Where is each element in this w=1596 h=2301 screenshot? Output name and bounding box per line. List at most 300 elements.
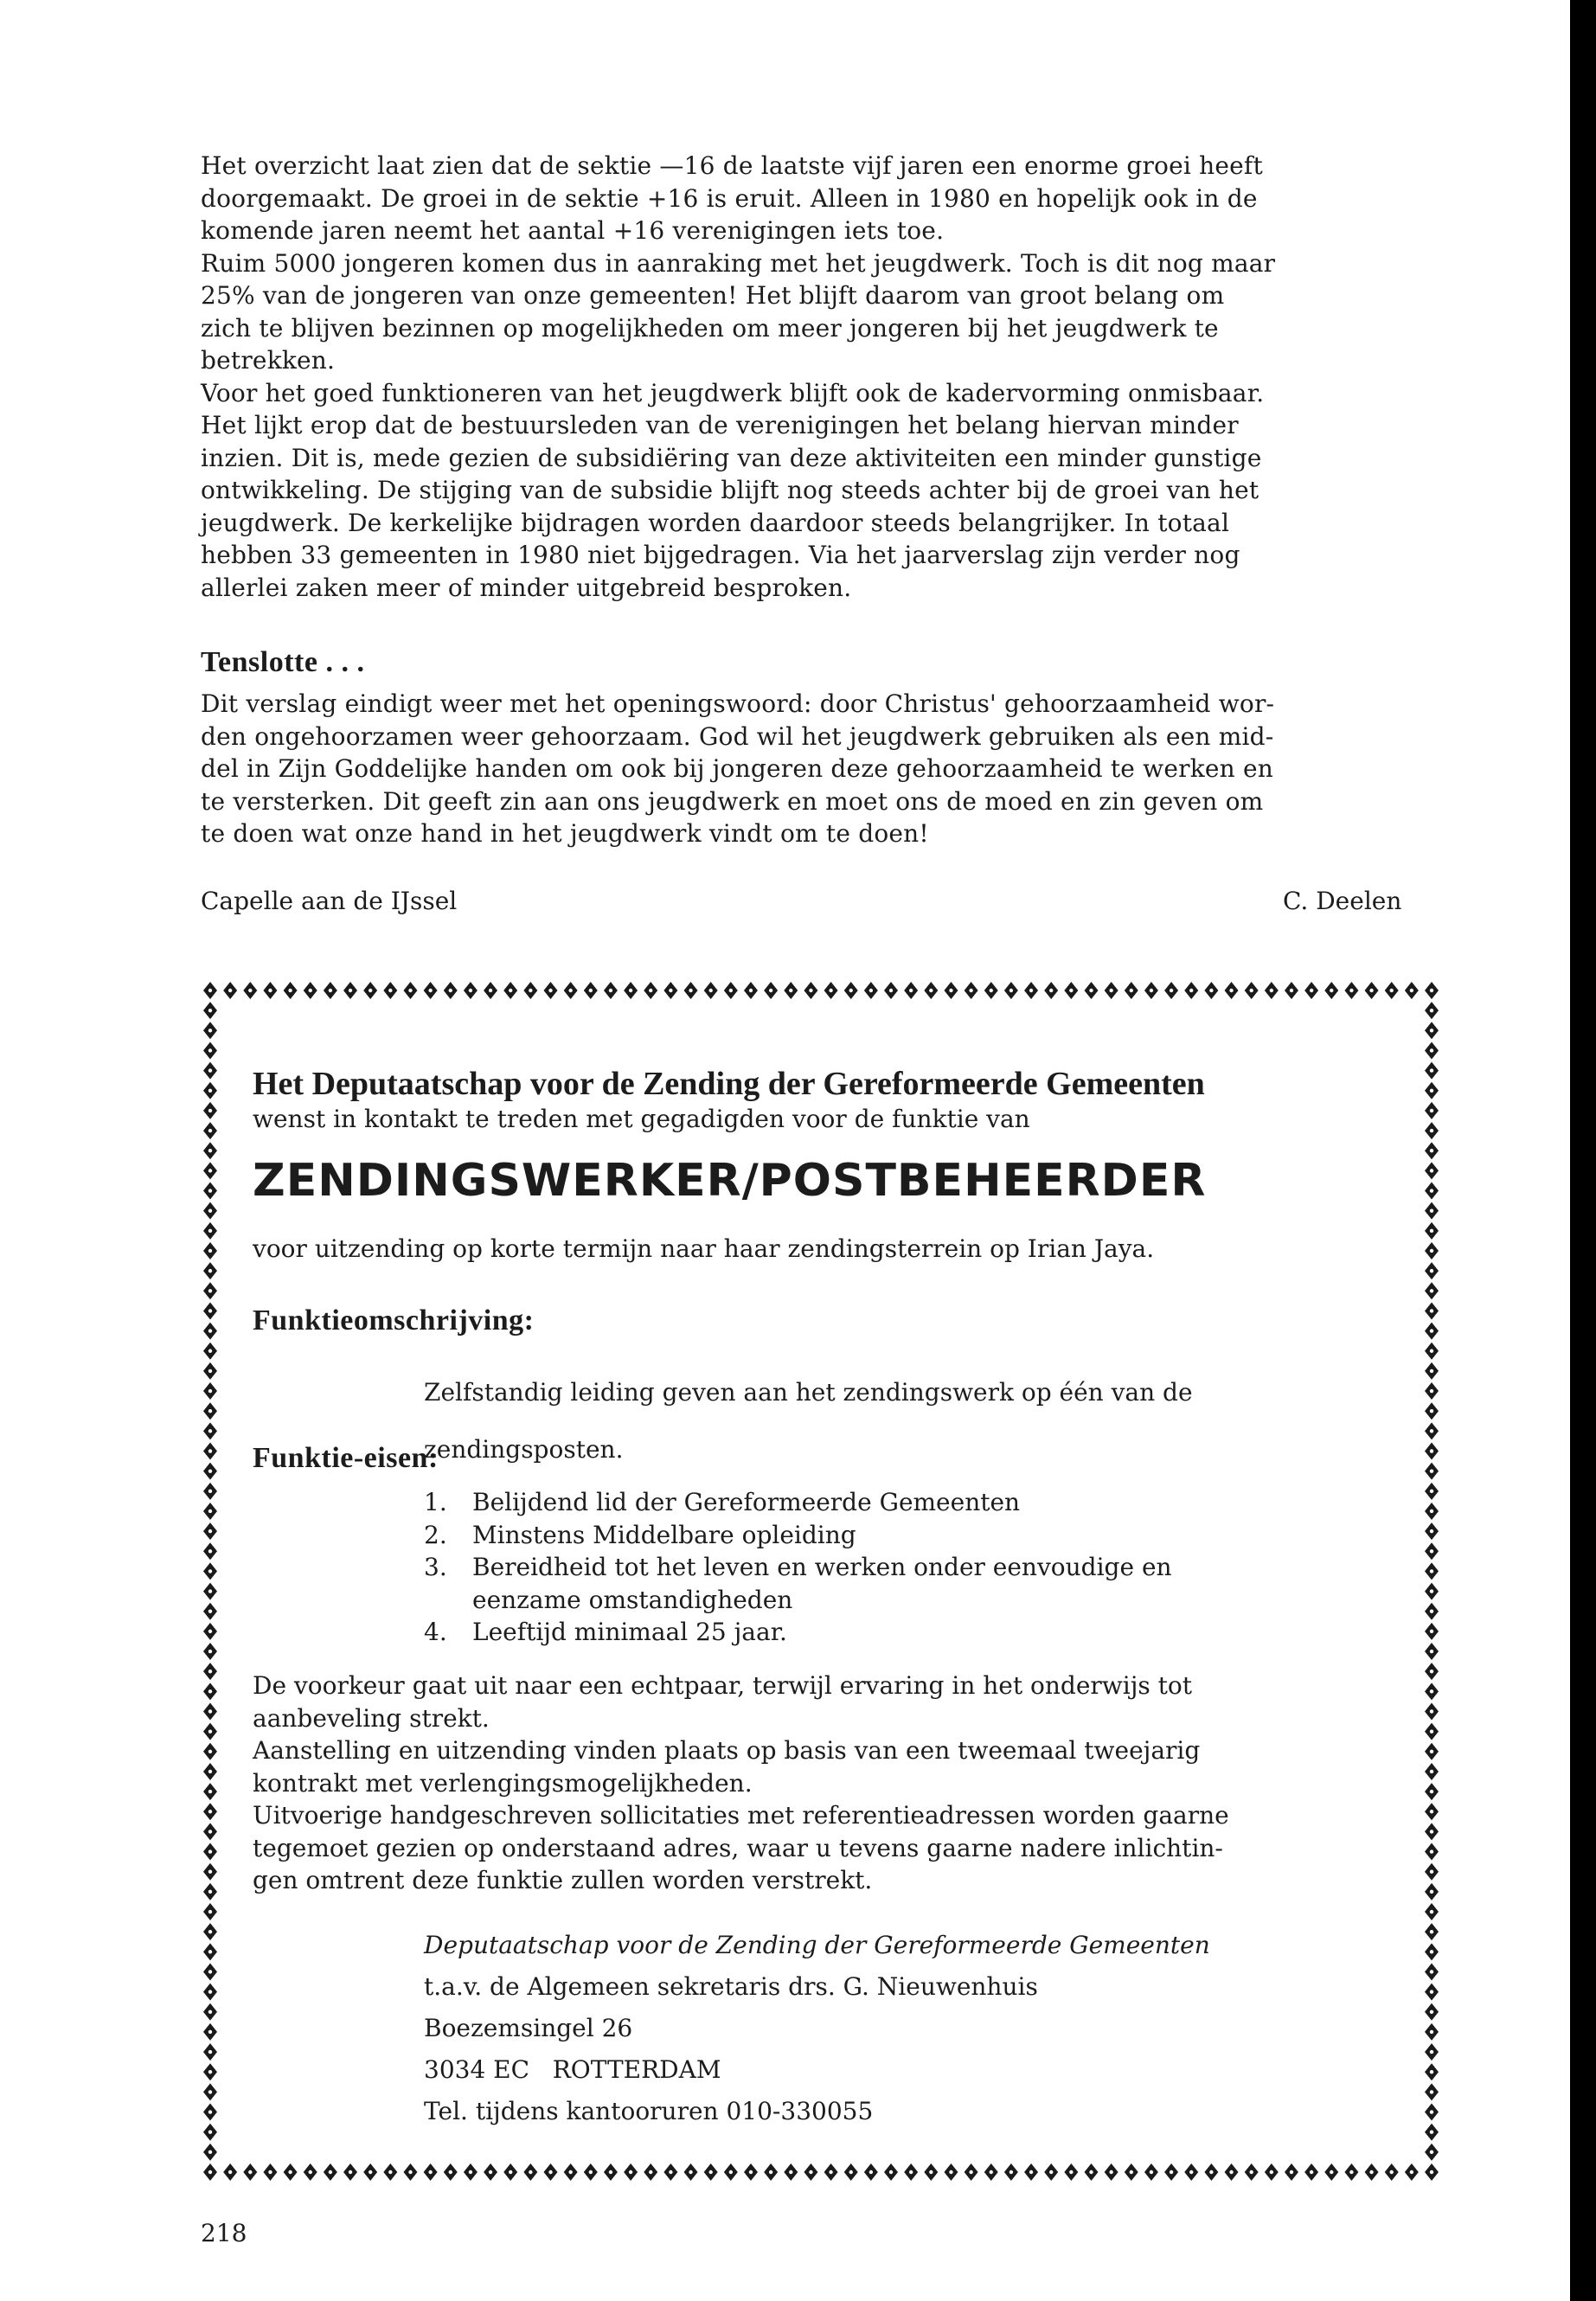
diamond-ornament-icon [804, 2163, 817, 2181]
diamond-ornament-icon [203, 1183, 217, 1200]
diamond-ornament-icon [1425, 1042, 1439, 1059]
page-number: 218 [201, 2219, 247, 2247]
diamond-ornament-icon [1164, 2163, 1178, 2181]
diamond-ornament-icon [203, 1603, 217, 1620]
requirement-line: Leeftijd minimaal 25 jaar. [472, 1618, 787, 1646]
diamond-ornament-icon [1425, 1963, 1439, 1980]
diamond-ornament-icon [1024, 982, 1038, 999]
diamond-ornament-icon [1064, 982, 1078, 999]
text-line: Dit verslag eindigt weer met het openingswoord: door Christus' gehoorzaamheid wor- [201, 689, 1275, 718]
closing-paragraph [201, 688, 1438, 850]
diamond-ornament-icon [203, 1743, 217, 1760]
diamond-ornament-icon [1304, 2163, 1318, 2181]
description-text [424, 1352, 1358, 1490]
diamond-ornament-icon [1425, 1202, 1439, 1220]
diamond-ornament-icon [965, 982, 978, 999]
diamond-ornament-icon [203, 1102, 217, 1119]
diamond-ornament-icon [1245, 982, 1259, 999]
diamond-ornament-icon [203, 1422, 217, 1439]
diamond-ornament-icon [1425, 1142, 1439, 1159]
diamond-ornament-icon [484, 2163, 497, 2181]
diamond-ornament-icon [924, 2163, 938, 2181]
diamond-ornament-icon [203, 1863, 217, 1881]
text-line: den ongehoorzamen weer gehoorzaam. God wil het jeugdwerk gebruiken als een mid- [201, 721, 1274, 751]
diamond-ornament-icon [203, 2144, 217, 2161]
diamond-ornament-icon [884, 982, 898, 999]
diamond-ornament-icon [904, 982, 918, 999]
diamond-ornament-icon [203, 1903, 217, 1920]
place-signature: Capelle aan de IJssel [201, 887, 458, 915]
diamond-ornament-icon [203, 1463, 217, 1480]
requirement-line: eenzame omstandigheden [472, 1585, 793, 1614]
diamond-ornament-icon [1344, 982, 1358, 999]
diamond-ornament-icon [203, 1663, 217, 1680]
diamond-ornament-icon [1425, 1302, 1439, 1319]
diamond-ornament-icon [1425, 1483, 1439, 1500]
diamond-ornament-icon [644, 982, 657, 999]
diamond-ornament-icon [564, 2163, 578, 2181]
diamond-ornament-icon [1304, 982, 1318, 999]
diamond-ornament-icon [203, 2023, 217, 2041]
diamond-ornament-icon [544, 2163, 558, 2181]
diamond-ornament-icon [203, 1142, 217, 1159]
diamond-ornament-icon [1425, 1883, 1439, 1900]
scan-edge-bar [1570, 0, 1596, 2301]
diamond-ornament-icon [203, 1082, 217, 1099]
diamond-ornament-icon [1425, 2124, 1439, 2141]
diamond-ornament-icon [203, 2124, 217, 2141]
diamond-ornament-icon [203, 1022, 217, 1039]
requirement-line: Minstens Middelbare opleiding [472, 1520, 856, 1549]
diamond-ornament-icon [1425, 1463, 1439, 1480]
diamond-ornament-icon [263, 2163, 277, 2181]
job-title: ZENDINGSWERKER/POSTBEHEERDER [253, 1155, 1207, 1207]
requirements-heading: Funktie-eisen: [253, 1442, 439, 1474]
diamond-ornament-icon [203, 2043, 217, 2061]
diamond-ornament-icon [1204, 2163, 1218, 2181]
diamond-ornament-icon [1425, 1422, 1439, 1439]
requirement-number: 1. [424, 1488, 447, 1516]
address-phone: Tel. tijdens kantooruren 010-330055 [424, 2097, 874, 2125]
diamond-ornament-icon [203, 1522, 217, 1540]
diamond-ornament-icon [203, 2163, 217, 2181]
diamond-ornament-icon [1425, 982, 1439, 999]
diamond-ornament-icon [203, 1323, 217, 1340]
diamond-ornament-icon [704, 2163, 718, 2181]
requirement-number: 2. [424, 1520, 447, 1549]
requirement-number: 4. [424, 1618, 447, 1646]
address-city: 3034 EC ROTTERDAM [424, 2055, 721, 2084]
diamond-ornament-icon [203, 1362, 217, 1380]
diamond-ornament-icon [1365, 982, 1379, 999]
diamond-ornament-icon [464, 982, 478, 999]
text-line: Ruim 5000 jongeren komen dus in aanraking met het jeugdwerk. Toch is dit nog maar [201, 248, 1276, 278]
advertisement-body [253, 1670, 1390, 1897]
diamond-ornament-icon [1385, 2163, 1399, 2181]
diamond-ornament-icon [1425, 1843, 1439, 1861]
requirement-text [472, 1551, 1384, 1616]
author-signature: C. Deelen [1283, 887, 1402, 915]
diamond-ornament-icon [1225, 982, 1239, 999]
diamond-ornament-icon [1425, 1542, 1439, 1560]
text-line: allerlei zaken meer of minder uitgebreid besproken. [201, 573, 852, 602]
requirement-line: Bereidheid tot het leven en werken onder eenvoudige en [472, 1553, 1172, 1581]
diamond-ornament-icon [203, 1843, 217, 1861]
diamond-ornament-icon [223, 982, 237, 999]
diamond-ornament-icon [864, 982, 878, 999]
diamond-ornament-icon [203, 2063, 217, 2080]
diamond-ornament-icon [203, 1803, 217, 1820]
requirement-item [424, 1519, 1384, 1552]
diamond-ornament-icon [1324, 2163, 1338, 2181]
diamond-ornament-icon [203, 1562, 217, 1580]
diamond-ornament-icon [624, 982, 638, 999]
diamond-ornament-icon [1425, 2163, 1439, 2181]
diamond-ornament-icon [1044, 982, 1058, 999]
diamond-ornament-icon [343, 2163, 357, 2181]
diamond-ornament-icon [965, 2163, 978, 2181]
body-line: Uitvoerige handgeschreven sollicitaties met referentieadressen worden gaarne [253, 1801, 1229, 1830]
text-line: Voor het goed funktioneren van het jeugdwerk blijft ook de kadervorming onmisbaar. [201, 378, 1265, 407]
diamond-ornament-icon [203, 1222, 217, 1240]
diamond-ornament-icon [363, 2163, 377, 2181]
diamond-ornament-icon [263, 982, 277, 999]
description-line: Zelfstandig leiding geven aan het zendingswerk op één van de [424, 1378, 1193, 1407]
diamond-ornament-icon [203, 2003, 217, 2021]
diamond-ornament-icon [203, 1382, 217, 1400]
diamond-ornament-icon [403, 2163, 417, 2181]
diamond-ornament-icon [1125, 982, 1138, 999]
diamond-ornament-icon [1425, 2063, 1439, 2080]
diamond-ornament-icon [1425, 1702, 1439, 1720]
diamond-ornament-icon [203, 1723, 217, 1740]
diamond-ornament-icon [203, 1702, 217, 1720]
diamond-ornament-icon [203, 1583, 217, 1600]
diamond-ornament-icon [203, 1542, 217, 1560]
diamond-ornament-icon [844, 2163, 858, 2181]
diamond-ornament-icon [764, 982, 778, 999]
diamond-ornament-icon [203, 1763, 217, 1780]
diamond-ornament-icon [1044, 2163, 1058, 2181]
diamond-ornament-icon [984, 982, 998, 999]
diamond-ornament-icon [324, 982, 337, 999]
diamond-ornament-icon [1425, 1923, 1439, 1940]
diamond-ornament-icon [203, 1343, 217, 1360]
diamond-ornament-icon [1425, 2104, 1439, 2121]
diamond-ornament-icon [1425, 1903, 1439, 1920]
diamond-ornament-icon [1425, 1362, 1439, 1380]
diamond-ornament-icon [1425, 1943, 1439, 1960]
diamond-ornament-icon [1425, 1984, 1439, 2001]
diamond-ornament-icon [203, 1783, 217, 1800]
diamond-ornament-icon [1425, 1262, 1439, 1279]
diamond-ornament-icon [203, 982, 217, 999]
diamond-ornament-icon [624, 2163, 638, 2181]
text-line: ontwikkeling. De stijging van de subsidie blijft nog steeds achter bij de groei van het [201, 476, 1259, 504]
requirement-text [472, 1616, 1384, 1649]
requirement-text [472, 1486, 1384, 1519]
diamond-ornament-icon [1285, 982, 1298, 999]
diamond-ornament-icon [203, 1643, 217, 1660]
diamond-ornament-icon [663, 2163, 677, 2181]
requirement-item [424, 1486, 1384, 1519]
diamond-ornament-icon [243, 982, 257, 999]
diamond-ornament-icon [1285, 2163, 1298, 2181]
diamond-ornament-icon [684, 982, 698, 999]
diamond-ornament-icon [1425, 1183, 1439, 1200]
diamond-ornament-icon [1425, 1022, 1439, 1039]
diamond-ornament-icon [1425, 1783, 1439, 1800]
diamond-ornament-icon [924, 982, 938, 999]
diamond-ornament-icon [203, 1242, 217, 1259]
diamond-ornament-icon [904, 2163, 918, 2181]
diamond-ornament-icon [844, 982, 858, 999]
diamond-ornament-icon [584, 982, 598, 999]
diamond-ornament-icon [824, 2163, 838, 2181]
diamond-ornament-icon [1425, 1282, 1439, 1299]
diamond-ornament-icon [564, 982, 578, 999]
diamond-ornament-icon [1105, 982, 1118, 999]
contact-address [424, 1925, 1210, 2132]
diamond-ornament-icon [203, 1623, 217, 1640]
diamond-ornament-icon [1004, 982, 1018, 999]
diamond-ornament-icon [424, 982, 438, 999]
address-organization: Deputaatschap voor de Zending der Gereformeerde Gemeenten [424, 1931, 1210, 1959]
body-line: Aanstelling en uitzending vinden plaats op basis van een tweemaal tweejarig [253, 1736, 1201, 1765]
diamond-ornament-icon [604, 982, 618, 999]
diamond-ornament-icon [1425, 1443, 1439, 1460]
diamond-ornament-icon [784, 982, 798, 999]
diamond-ornament-icon [1184, 2163, 1198, 2181]
diamond-ornament-icon [284, 982, 298, 999]
body-line: aanbeveling strekt. [253, 1703, 490, 1733]
body-line: De voorkeur gaat uit naar een echtpaar, terwijl ervaring in het onderwijs tot [253, 1671, 1193, 1700]
diamond-ornament-icon [1425, 1763, 1439, 1780]
diamond-ornament-icon [1405, 2163, 1419, 2181]
diamond-ornament-icon [203, 1002, 217, 1019]
description-line: zendingsposten. [424, 1434, 624, 1464]
text-line: te versterken. Dit geeft zin aan ons jeugdwerk en moet ons de moed en zin geven om [201, 786, 1264, 816]
diamond-ornament-icon [1344, 2163, 1358, 2181]
diamond-ornament-icon [203, 1402, 217, 1420]
diamond-ornament-icon [1105, 2163, 1118, 2181]
diamond-ornament-icon [284, 2163, 298, 2181]
text-line: Het overzicht laat zien dat de sektie —16 de laatste vijf jaren een enorme groei heeft [201, 151, 1263, 180]
diamond-ornament-icon [203, 1483, 217, 1500]
text-line: 25% van de jongeren van onze gemeenten! Het blijft daarom van groot belang om [201, 281, 1225, 310]
diamond-ornament-icon [203, 2083, 217, 2100]
diamond-ornament-icon [1084, 982, 1098, 999]
diamond-ornament-icon [1425, 1062, 1439, 1080]
diamond-ornament-icon [464, 2163, 478, 2181]
address-street: Boezemsingel 26 [424, 2014, 633, 2042]
diamond-ornament-icon [1425, 1162, 1439, 1179]
diamond-ornament-icon [1245, 2163, 1259, 2181]
diamond-ornament-icon [1425, 1863, 1439, 1881]
diamond-ornament-icon [503, 2163, 517, 2181]
diamond-ornament-icon [223, 2163, 237, 2181]
diamond-ornament-icon [343, 982, 357, 999]
diamond-ornament-icon [203, 1062, 217, 1080]
text-line: del in Zijn Goddelijke handen om ook bij jongeren deze gehoorzaamheid te werken en [201, 754, 1273, 783]
diamond-ornament-icon [1024, 2163, 1038, 2181]
text-line: komende jaren neemt het aantal +16 verenigingen iets toe. [201, 216, 945, 245]
diamond-ornament-icon [1365, 2163, 1379, 2181]
diamond-ornament-icon [744, 982, 758, 999]
diamond-ornament-icon [1425, 1242, 1439, 1259]
diamond-ornament-icon [884, 2163, 898, 2181]
diamond-ornament-icon [724, 2163, 738, 2181]
diamond-ornament-icon [1425, 2043, 1439, 2061]
diamond-ornament-icon [424, 2163, 438, 2181]
requirement-line: Belijdend lid der Gereformeerde Gemeenten [472, 1488, 1021, 1516]
requirement-item [424, 1616, 1384, 1649]
diamond-ornament-icon [203, 1823, 217, 1840]
body-line: kontrakt met verlengingsmogelijkheden. [253, 1768, 753, 1798]
diamond-ornament-icon [444, 982, 458, 999]
diamond-ornament-icon [1425, 1102, 1439, 1119]
diamond-ornament-icon [304, 982, 317, 999]
diamond-ornament-icon [383, 982, 397, 999]
diamond-ornament-icon [1425, 2083, 1439, 2100]
diamond-ornament-icon [804, 982, 817, 999]
diamond-ornament-icon [1084, 2163, 1098, 2181]
diamond-ornament-icon [944, 2163, 958, 2181]
diamond-ornament-icon [203, 1883, 217, 1900]
diamond-ornament-icon [1425, 1603, 1439, 1620]
text-line: Het lijkt erop dat de bestuursleden van de verenigingen het belang hiervan minder [201, 411, 1239, 439]
diamond-ornament-icon [523, 982, 537, 999]
diamond-ornament-icon [484, 982, 497, 999]
diamond-ornament-icon [203, 1162, 217, 1179]
diamond-ornament-icon [1425, 1002, 1439, 1019]
diamond-ornament-icon [1425, 1323, 1439, 1340]
diamond-ornament-icon [744, 2163, 758, 2181]
diamond-ornament-icon [444, 2163, 458, 2181]
job-purpose: voor uitzending op korte termijn naar haar zendingsterrein op Irian Jaya. [253, 1234, 1155, 1263]
diamond-ornament-icon [704, 982, 718, 999]
diamond-ornament-icon [784, 2163, 798, 2181]
diamond-ornament-icon [1425, 1723, 1439, 1740]
diamond-ornament-icon [1064, 2163, 1078, 2181]
diamond-ornament-icon [203, 1682, 217, 1700]
diamond-ornament-icon [403, 982, 417, 999]
address-attention: t.a.v. de Algemeen sekretaris drs. G. Nieuwenhuis [424, 1972, 1038, 2001]
text-line: inzien. Dit is, mede gezien de subsidiëring van deze aktiviteiten een minder gunstige [201, 443, 1262, 472]
diamond-ornament-icon [203, 1282, 217, 1299]
diamond-ornament-icon [324, 2163, 337, 2181]
diamond-ornament-icon [1425, 1562, 1439, 1580]
diamond-ornament-icon [1425, 1522, 1439, 1540]
diamond-ornament-icon [203, 1202, 217, 1220]
requirements-list [424, 1486, 1384, 1649]
diamond-ornament-icon [203, 1302, 217, 1319]
diamond-ornament-icon [984, 2163, 998, 2181]
diamond-ornament-icon [1425, 1122, 1439, 1139]
diamond-ornament-icon [684, 2163, 698, 2181]
closing-heading: Tenslotte . . . [201, 646, 365, 678]
text-line: zich te blijven bezinnen op mogelijkheden om meer jongeren bij het jeugdwerk te [201, 313, 1219, 343]
diamond-ornament-icon [604, 2163, 618, 2181]
diamond-ornament-icon [1324, 982, 1338, 999]
diamond-ornament-icon [1425, 1643, 1439, 1660]
diamond-ornament-icon [203, 1943, 217, 1960]
diamond-ornament-icon [1144, 982, 1158, 999]
requirement-text [472, 1519, 1384, 1552]
diamond-ornament-icon [1425, 1222, 1439, 1240]
diamond-ornament-icon [523, 2163, 537, 2181]
intro-paragraph [201, 150, 1438, 604]
diamond-ornament-icon [243, 2163, 257, 2181]
requirement-item [424, 1551, 1384, 1616]
diamond-ornament-icon [1425, 1823, 1439, 1840]
diamond-ornament-icon [1425, 1682, 1439, 1700]
diamond-ornament-icon [203, 1262, 217, 1279]
diamond-ornament-icon [1265, 982, 1279, 999]
diamond-ornament-icon [1425, 1082, 1439, 1099]
diamond-ornament-icon [1425, 1382, 1439, 1400]
diamond-ornament-icon [1425, 2003, 1439, 2021]
diamond-ornament-icon [1425, 1623, 1439, 1640]
diamond-ornament-icon [203, 1984, 217, 2001]
diamond-ornament-icon [203, 2104, 217, 2121]
diamond-ornament-icon [203, 1042, 217, 1059]
diamond-ornament-icon [1385, 982, 1399, 999]
diamond-ornament-icon [203, 1923, 217, 1940]
diamond-ornament-icon [1184, 982, 1198, 999]
diamond-ornament-icon [1425, 1743, 1439, 1760]
diamond-ornament-icon [544, 982, 558, 999]
text-line: jeugdwerk. De kerkelijke bijdragen worden daardoor steeds belangrijker. In totaal [201, 508, 1230, 537]
text-line: hebben 33 gemeenten in 1980 niet bijgedragen. Via het jaarverslag zijn verder nog [201, 541, 1240, 569]
diamond-ornament-icon [363, 982, 377, 999]
diamond-ornament-icon [304, 2163, 317, 2181]
diamond-ornament-icon [1125, 2163, 1138, 2181]
diamond-ornament-icon [203, 1443, 217, 1460]
diamond-ornament-icon [584, 2163, 598, 2181]
diamond-ornament-icon [203, 1122, 217, 1139]
text-line: te doen wat onze hand in het jeugdwerk vindt om te doen! [201, 819, 929, 848]
diamond-ornament-icon [1204, 982, 1218, 999]
diamond-ornament-icon [1425, 1583, 1439, 1600]
diamond-ornament-icon [764, 2163, 778, 2181]
body-line: tegemoet gezien op onderstaand adres, waar u tevens gaarne nadere inlichtin- [253, 1833, 1223, 1862]
diamond-ornament-icon [644, 2163, 657, 2181]
diamond-ornament-icon [944, 982, 958, 999]
diamond-ornament-icon [1405, 982, 1419, 999]
diamond-ornament-icon [1425, 1402, 1439, 1420]
requirement-number: 3. [424, 1553, 447, 1581]
diamond-ornament-icon [383, 2163, 397, 2181]
diamond-ornament-icon [1164, 982, 1178, 999]
advertisement-title: Het Deputaatschap voor de Zending der Gereformeerde Gemeenten [253, 1066, 1205, 1102]
text-line: betrekken. [201, 346, 336, 375]
diamond-ornament-icon [203, 1503, 217, 1520]
diamond-ornament-icon [1425, 2023, 1439, 2041]
diamond-ornament-icon [1425, 2144, 1439, 2161]
diamond-ornament-icon [1225, 2163, 1239, 2181]
diamond-ornament-icon [864, 2163, 878, 2181]
diamond-ornament-icon [663, 982, 677, 999]
body-line: gen omtrent deze funktie zullen worden verstrekt. [253, 1866, 873, 1894]
diamond-ornament-icon [1144, 2163, 1158, 2181]
diamond-ornament-icon [1265, 2163, 1279, 2181]
diamond-ornament-icon [1425, 1343, 1439, 1360]
diamond-ornament-icon [203, 1963, 217, 1980]
description-heading: Funktieomschrijving: [253, 1304, 535, 1336]
diamond-ornament-icon [1425, 1663, 1439, 1680]
diamond-ornament-icon [503, 982, 517, 999]
